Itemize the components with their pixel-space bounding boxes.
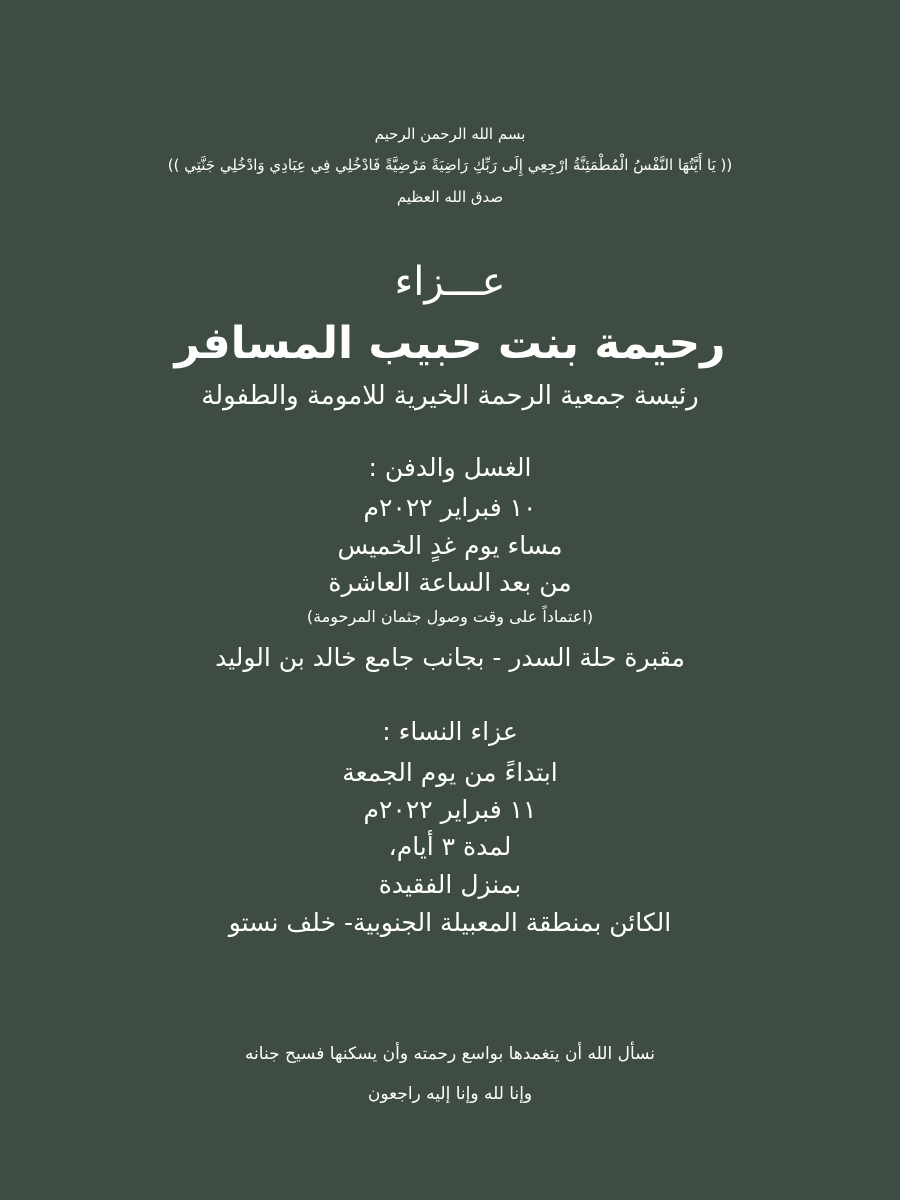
women-condolence-location: الكائن بمنطقة المعبيلة الجنوبية- خلف نستو: [228, 908, 672, 937]
funeral-note: (اعتماداً على وقت وصول جثمان المرحومة): [306, 607, 594, 626]
closing-inna: وإنا لله وإنا إليه راجعون: [367, 1084, 533, 1104]
funeral-date: ١٠ فبراير ٢٠٢٢م: [363, 493, 537, 522]
funeral-time: من بعد الساعة العاشرة: [328, 568, 572, 597]
funeral-day: مساء يوم غدٍ الخميس: [337, 531, 563, 560]
notice-title: عـــزاء: [394, 259, 506, 305]
cemetery-location: مقبرة حلة السدر - بجانب جامع خالد بن الوليد: [215, 643, 685, 672]
women-condolence-duration: لمدة ٣ أيام،: [388, 832, 512, 861]
quran-verse: (( يَا أَيَّتُهَا النَّفْسُ الْمُطْمَئِنَّةُ ارْجِعِي إِلَى رَبِّكِ رَاضِيَةً مَرْضِيَّةً فَادْخُلِي فِي عِبَادِي وَادْخُلِي جَنَّتِي )): [167, 156, 733, 174]
funeral-heading: الغسل والدفن :: [368, 453, 532, 482]
women-condolence-heading: عزاء النساء :: [382, 717, 518, 746]
sadaq-text: صدق الله العظيم: [396, 188, 504, 206]
closing-prayer: نسأل الله أن يتغمدها بواسع رحمته وأن يسكنها فسيح جنانه: [244, 1044, 656, 1064]
women-condolence-start: ابتداءً من يوم الجمعة: [342, 758, 558, 787]
deceased-name: رحيمة بنت حبيب المسافر: [174, 318, 726, 369]
deceased-role: رئيسة جمعية الرحمة الخيرية للامومة والطفولة: [201, 381, 699, 411]
women-condolence-house: بمنزل الفقيدة: [378, 870, 522, 899]
women-condolence-date: ١١ فبراير ٢٠٢٢م: [363, 795, 537, 824]
basmala-text: بسم الله الرحمن الرحيم: [374, 125, 526, 143]
